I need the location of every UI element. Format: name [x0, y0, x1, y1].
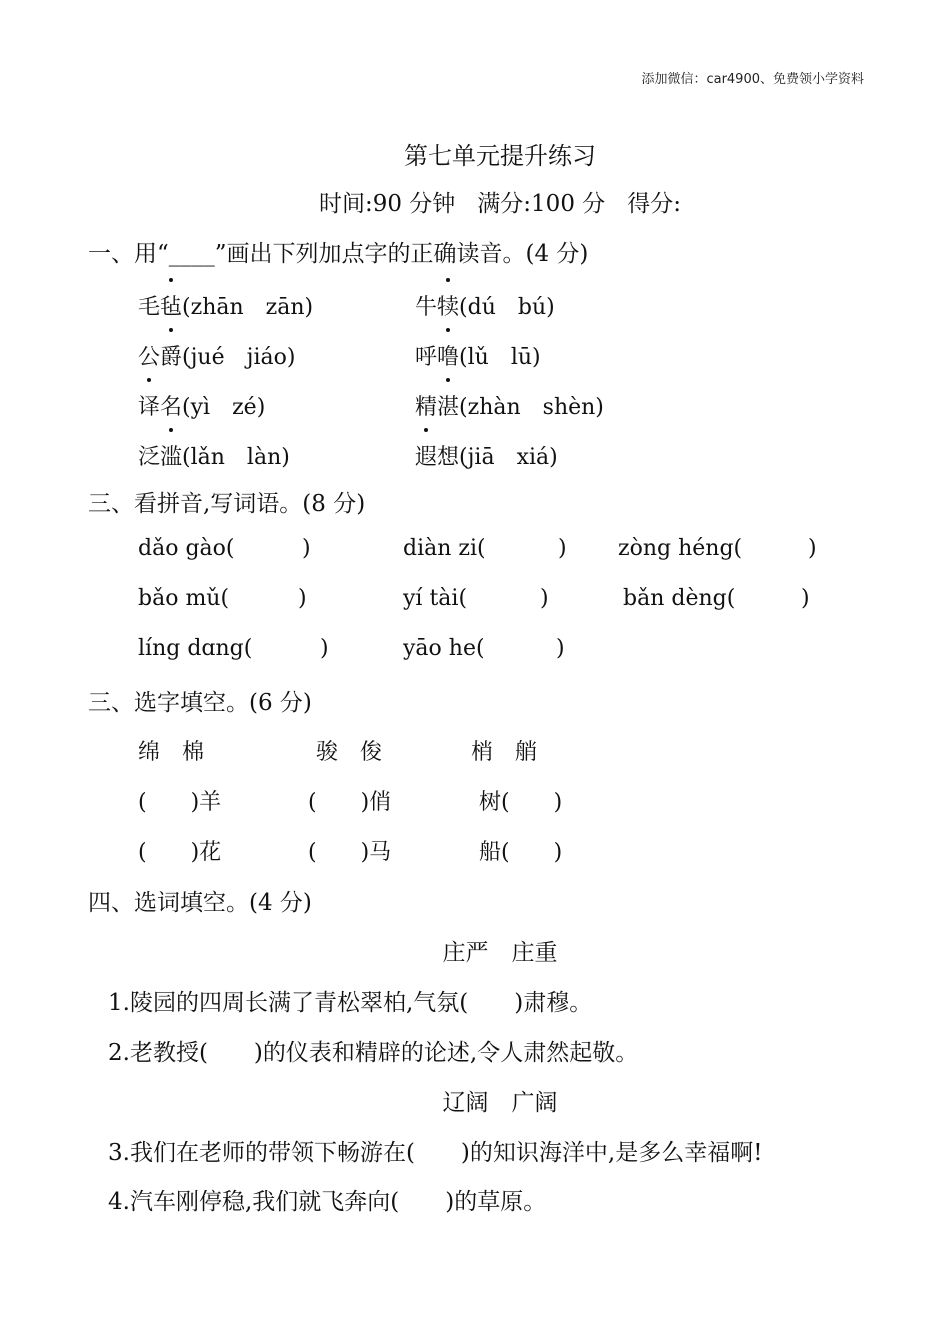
fill-item: ( )马 — [308, 840, 392, 865]
exam-meta — [0, 185, 950, 218]
pinyin-word: bǎn dèng( — [623, 586, 736, 611]
pinyin-word: dǎo gào( — [138, 536, 235, 561]
score-label: 得分: — [627, 191, 682, 217]
pinyin-options: (lǔ lū) — [459, 345, 541, 370]
answer-close: ) — [302, 536, 311, 561]
section-3-heading: 三、选字填空。(6 分) — [88, 690, 312, 716]
char-group: 骏 俊 — [316, 740, 383, 765]
item-text: 呼 — [415, 345, 438, 370]
pinyin-options: (zhàn shèn) — [459, 395, 604, 420]
full-score-label: 满分:100 分 — [477, 191, 606, 217]
pinyin-options: (jué jiáo) — [182, 345, 296, 370]
fill-item: 树( ) — [479, 790, 563, 815]
question-3: 3.我们在老师的带领下畅游在( )的知识海洋中,是多么幸福啊! — [108, 1140, 763, 1166]
answer-close: ) — [540, 586, 549, 611]
pinyin-options: (yì zé) — [182, 395, 266, 420]
word-group-2: 辽阔 广阔 — [442, 1090, 558, 1116]
fill-item: ( )羊 — [138, 790, 222, 815]
time-label: 时间:90 分钟 — [318, 191, 456, 217]
answer-close: ) — [808, 536, 817, 561]
answer-close: ) — [320, 636, 329, 661]
dotted-char: 毡 — [160, 290, 182, 321]
fill-item: ( )俏 — [308, 790, 392, 815]
word-group-1: 庄严 庄重 — [442, 940, 558, 966]
section-4-heading: 四、选词填空。(4 分) — [88, 890, 312, 916]
fill-item: ( )花 — [138, 840, 222, 865]
dotted-char: 湛 — [437, 390, 459, 421]
pinyin-word: líng dɑng( — [138, 636, 253, 661]
dotted-char: 滥 — [160, 440, 182, 471]
pinyin-options: (lǎn làn) — [182, 445, 290, 470]
dotted-char: 噜 — [437, 340, 459, 371]
pinyin-options: (dú bú) — [459, 295, 555, 320]
pinyin-word: yí tài( — [403, 586, 468, 611]
question-2: 2.老教授( )的仪表和精辟的论述,令人肃然起敬。 — [108, 1040, 639, 1066]
dotted-char: 译 — [138, 390, 160, 421]
pinyin-word: bǎo mǔ( — [138, 586, 230, 611]
pinyin-item-8 — [415, 440, 558, 471]
answer-close: ) — [801, 586, 810, 611]
answer-close: ) — [556, 636, 565, 661]
pinyin-item-3 — [138, 340, 295, 371]
dotted-char: 犊 — [437, 290, 459, 321]
pinyin-word: zòng héng( — [618, 536, 743, 561]
watermark: 添加微信：car4900、免费领小学资料 — [641, 72, 864, 87]
pinyin-item-6 — [415, 390, 604, 421]
pinyin-word: yāo he( — [403, 636, 485, 661]
answer-close: ) — [558, 536, 567, 561]
item-text: 精 — [415, 395, 438, 420]
pinyin-item-4 — [415, 340, 541, 371]
pinyin-word: diàn zi( — [403, 536, 486, 561]
question-4: 4.汽车刚停稳,我们就飞奔向( )的草原。 — [108, 1189, 547, 1215]
item-text: 泛 — [138, 445, 161, 470]
pinyin-options: (jiā xiá) — [459, 445, 558, 470]
dotted-char: 爵 — [160, 340, 182, 371]
pinyin-item-5 — [138, 390, 265, 421]
pinyin-item-2 — [415, 290, 555, 321]
item-text: 毛 — [138, 295, 161, 320]
char-group: 绵 棉 — [138, 740, 205, 765]
page-title: 第七单元提升练习 — [404, 142, 596, 170]
item-text: 公 — [138, 345, 161, 370]
pinyin-item-1 — [138, 290, 313, 321]
item-text: 牛 — [415, 295, 438, 320]
char-group: 梢 艄 — [471, 740, 538, 765]
question-1: 1.陵园的四周长满了青松翠柏,气氛( )肃穆。 — [108, 990, 593, 1016]
pinyin-item-7 — [138, 440, 290, 471]
dotted-char: 遐 — [415, 440, 437, 471]
section-2-heading: 三、看拼音,写词语。(8 分) — [88, 491, 366, 517]
item-text: 想 — [437, 445, 460, 470]
item-text: 名 — [160, 395, 183, 420]
pinyin-options: (zhān zān) — [182, 295, 314, 320]
fill-item: 船( ) — [479, 840, 563, 865]
answer-close: ) — [298, 586, 307, 611]
section-1-heading: 一、用“____”画出下列加点字的正确读音。(4 分) — [88, 241, 589, 267]
